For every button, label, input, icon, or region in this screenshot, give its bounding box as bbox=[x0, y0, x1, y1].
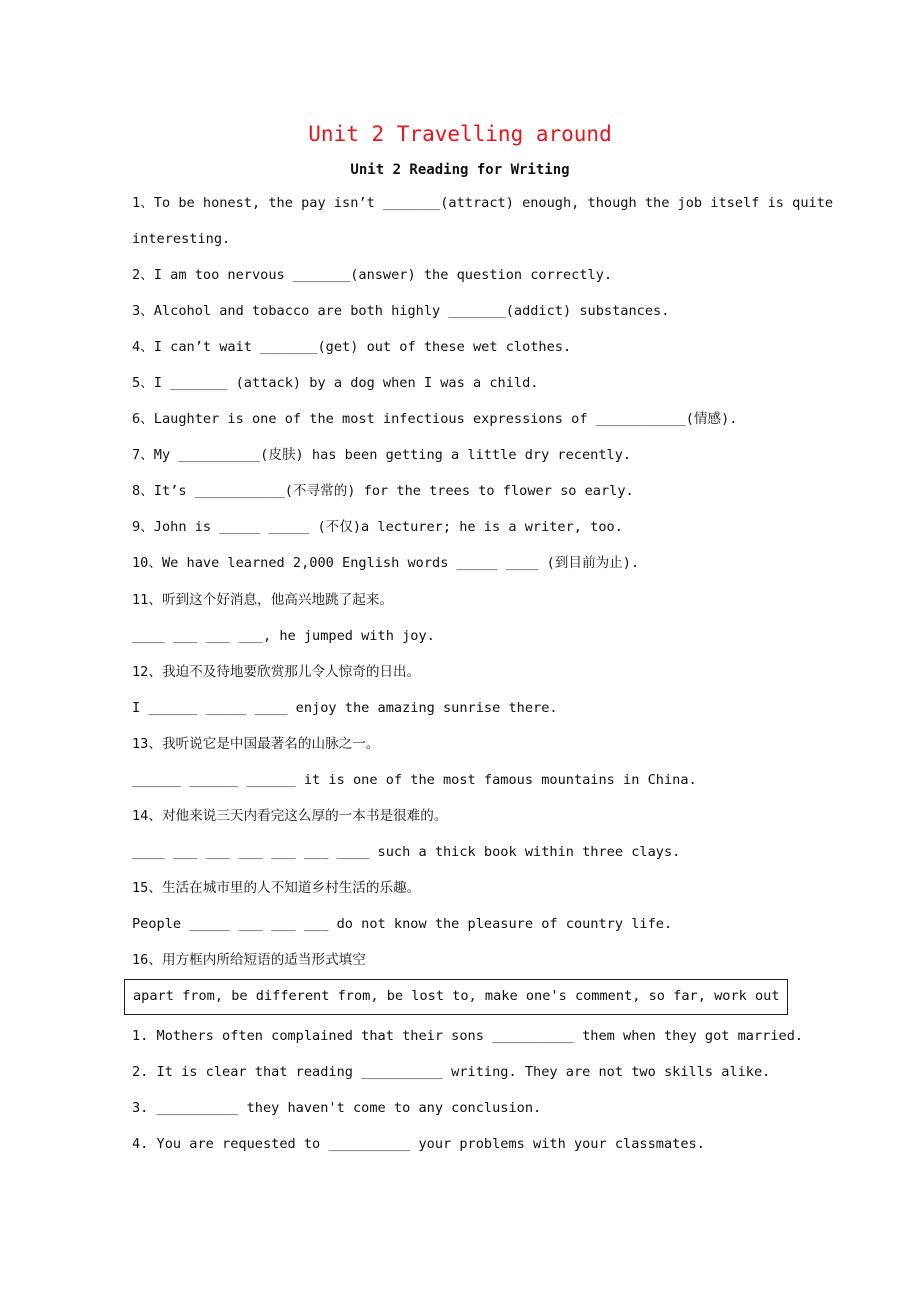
exercise-line: 6、Laughter is one of the most infectious expressions of ___________(情感). bbox=[132, 411, 738, 427]
exercise-answer-line: ______ ______ ______ it is one of the most famous mountains in China. bbox=[132, 772, 697, 788]
phrase-list: apart from, be different from, be lost to, make one's comment, so far, work out bbox=[133, 988, 780, 1004]
phrase-box bbox=[124, 979, 788, 1015]
exercise-line: 4、I can’t wait _______(get) out of these wet clothes. bbox=[132, 339, 572, 355]
exercise-answer-line: ____ ___ ___ ___ ___ ___ ____ such a thick book within three clays. bbox=[132, 844, 681, 860]
page-title: Unit 2 Travelling around bbox=[308, 122, 612, 146]
exercise-prompt: 12、我迫不及待地要欣赏那儿令人惊奇的日出。 bbox=[132, 664, 421, 680]
exercise-line: interesting. bbox=[132, 231, 231, 247]
exercise-prompt: 16、用方框内所给短语的适当形式填空 bbox=[132, 952, 366, 968]
exercise-line: 5、I _______ (attack) by a dog when I was a child. bbox=[132, 375, 539, 391]
exercise-prompt: 11、听到这个好消息，他高兴地跳了起来。 bbox=[132, 592, 394, 608]
exercise-line: 1、To be honest, the pay isn’t _______(attract) enough, though the job itself is quite bbox=[132, 195, 834, 211]
exercise-prompt: 13、我听说它是中国最著名的山脉之一。 bbox=[132, 736, 380, 752]
exercise-line: 2、I am too nervous _______(answer) the question correctly. bbox=[132, 267, 613, 283]
exercise-prompt: 15、生活在城市里的人不知道乡村生活的乐趣。 bbox=[132, 880, 421, 896]
sub-exercise-line: 2. It is clear that reading __________ writing. They are not two skills alike. bbox=[132, 1064, 771, 1080]
exercise-line: 3、Alcohol and tobacco are both highly _______(addict) substances. bbox=[132, 303, 670, 319]
exercise-line: 7、My __________(皮肤) has been getting a little dry recently. bbox=[132, 447, 632, 463]
page-subtitle: Unit 2 Reading for Writing bbox=[350, 162, 570, 178]
sub-exercise-line: 4. You are requested to __________ your problems with your classmates. bbox=[132, 1136, 705, 1152]
sub-exercise-line: 3. __________ they haven't come to any conclusion. bbox=[132, 1100, 542, 1116]
exercise-answer-line: People _____ ___ ___ ___ do not know the pleasure of country life. bbox=[132, 916, 673, 932]
sub-exercise-line: 1. Mothers often complained that their sons __________ them when they got married. bbox=[132, 1028, 804, 1044]
exercise-answer-line: I ______ _____ ____ enjoy the amazing sunrise there. bbox=[132, 700, 558, 716]
exercise-prompt: 14、对他来说三天内看完这么厚的一本书是很难的。 bbox=[132, 808, 448, 824]
exercise-answer-line: ____ ___ ___ ___, he jumped with joy. bbox=[132, 628, 435, 644]
exercise-line: 10、We have learned 2,000 English words _____ ____ (到目前为止). bbox=[132, 555, 640, 571]
exercise-line: 9、John is _____ _____ (不仅)a lecturer; he is a writer, too. bbox=[132, 519, 623, 535]
exercise-line: 8、It’s ___________(不寻常的) for the trees to flower so early. bbox=[132, 483, 634, 499]
